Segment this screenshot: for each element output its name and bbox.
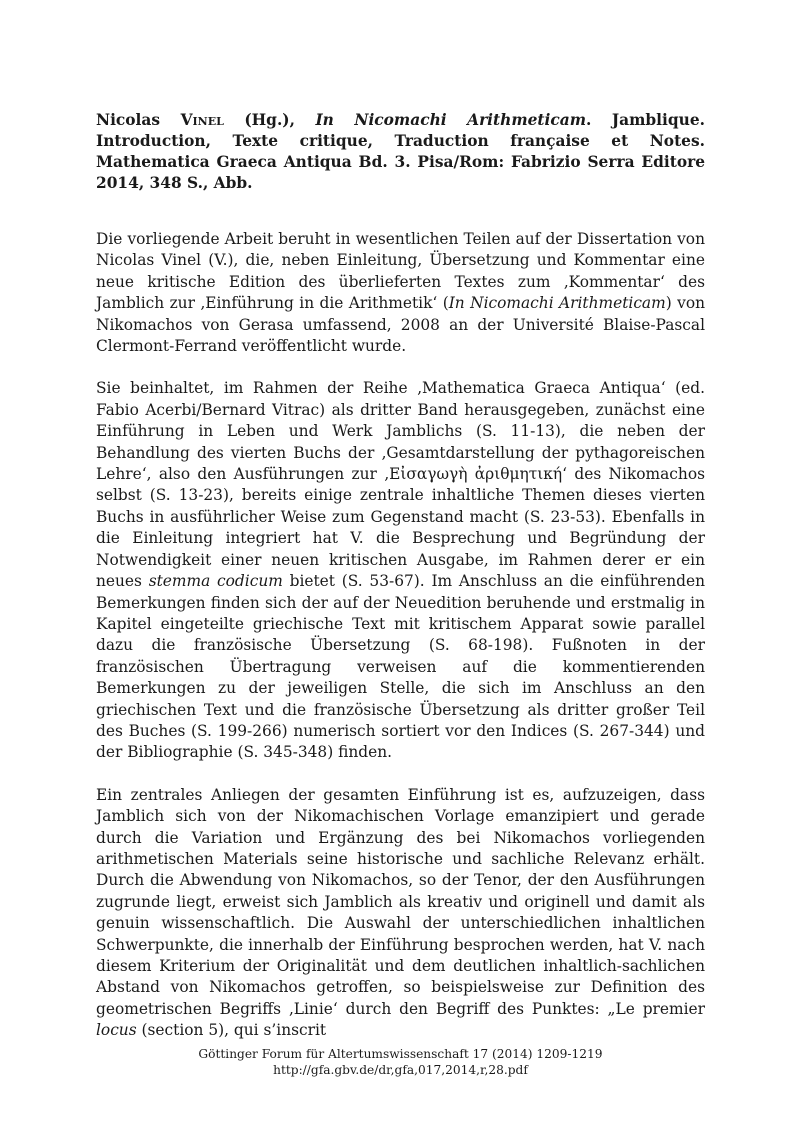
bibliographic-heading <box>96 110 705 194</box>
paragraph-3 <box>96 785 705 1042</box>
book-details: . Jamblique. Introduction, Texte critique, Traduction française et Notes. Mathematica Graeca Antiqua Bd. 3. Pisa/Rom: Fabrizio Serra Editore 2014, 348 S., Abb. <box>96 111 705 192</box>
paragraph-3-italic: locus <box>96 1021 137 1040</box>
paragraph-2-text-b: bietet (S. 53-67). Im Anschluss an die einführenden Bemerkungen finden sich der auf der Neuedition beruhende und erstmalig in Kapitel eingeteilte griechische Text mit kritischem Apparat sowie parallel dazu die französische Übersetzung (S. 68-198). Fußnoten in der französischen Übertragung verweisen auf die kommentierenden Bemerkungen zu der jeweiligen Stelle, die sich im Anschluss an den griechischen Text und die französische Übersetzung als dritter großer Teil des Buches (S. 199-266) numerisch sortiert vor den Indices (S. 267-344) und der Bibliographie (S. 345-348) finden. <box>96 572 705 762</box>
author-first-name: Nicolas <box>96 111 181 129</box>
paragraph-2 <box>96 378 705 763</box>
editor-note: (Hg.), <box>223 111 316 129</box>
review-page <box>96 110 705 1063</box>
author-last-name: Vinel <box>180 111 224 129</box>
paragraph-1-text-a: Die vorliegende Arbeit beruht in wesentlichen Teilen auf der Dissertation von Nicolas Vinel (V.), die, neben Einleitung, Übersetzung und Kommentar eine neue kritische Edition des überlieferten Textes zum ‚Kommentar‘ des Jamblich zur ‚Einführung in die Arithmetik‘ ( <box>96 230 705 313</box>
paragraph-3-text-b: (section 5), qui s’inscrit <box>136 1021 327 1040</box>
page-footer <box>96 1046 705 1078</box>
paragraph-1-text-b: ) von Nikomachos von Gerasa umfassend, 2008 an der Université Blaise-Pascal Clermont-Ferrand veröffentlicht wurde. <box>96 294 705 356</box>
paragraph-1-italic: In Nicomachi Arithmeticam <box>448 294 666 313</box>
paragraph-2-italic: stemma codicum <box>148 572 283 591</box>
book-title: In Nicomachi Arithmeticam <box>315 111 586 129</box>
paragraph-3-text-a: Ein zentrales Anliegen der gesamten Einführung ist es, aufzuzeigen, dass Jamblich sich von der Nikomachischen Vorlage emanzipiert und gerade durch die Variation und Ergänzung des bei Nikomachos vorliegenden arithmetischen Materials seine historische und sachliche Relevanz erhält. Durch die Abwendung von Nikomachos, so der Tenor, der den Ausführungen zugrunde liegt, erweist sich Jamblich als kreativ und originell und damit als genuin wissenschaftlich. Die Auswahl der unterschiedlichen inhaltlichen Schwerpunkte, die innerhalb der Einführung besprochen werden, hat V. nach diesem Kriterium der Originalität und dem deutlichen inhaltlich-sachlichen Abstand von Nikomachos getroffen, so beispielsweise zur Definition des geometrischen Begriffs ‚Linie‘ durch den Begriff des Punktes: „Le premier <box>96 785 705 1018</box>
document-url: http://gfa.gbv.de/dr,gfa,017,2014,r,28.pdf <box>273 1063 528 1077</box>
journal-citation: Göttinger Forum für Altertumswissenschaft 17 (2014) 1209-1219 <box>198 1047 603 1061</box>
paragraph-2-text-a: Sie beinhaltet, im Rahmen der Reihe ‚Mathematica Graeca Antiqua‘ (ed. Fabio Acerbi/Bernard Vitrac) als dritter Band herausgegeben, zunächst eine Einführung in Leben und Werk Jamblichs (S. 11-13), die neben der Behandlung des vierten Buchs der ‚Gesamtdarstellung der pythagoreischen Lehre‘, also den Ausführungen zur ‚Εἰσαγωγὴ ἀριθμητική‘ des Nikomachos selbst (S. 13-23), bereits einige zentrale inhaltliche Themen dieses vierten Buchs in ausführlicher Weise zum Gegenstand macht (S. 23-53). Ebenfalls in die Einleitung integriert hat V. die Besprechung und Begründung der Notwendigkeit einer neuen kritischen Ausgabe, im Rahmen derer er ein neues <box>96 379 705 591</box>
paragraph-1 <box>96 229 705 357</box>
